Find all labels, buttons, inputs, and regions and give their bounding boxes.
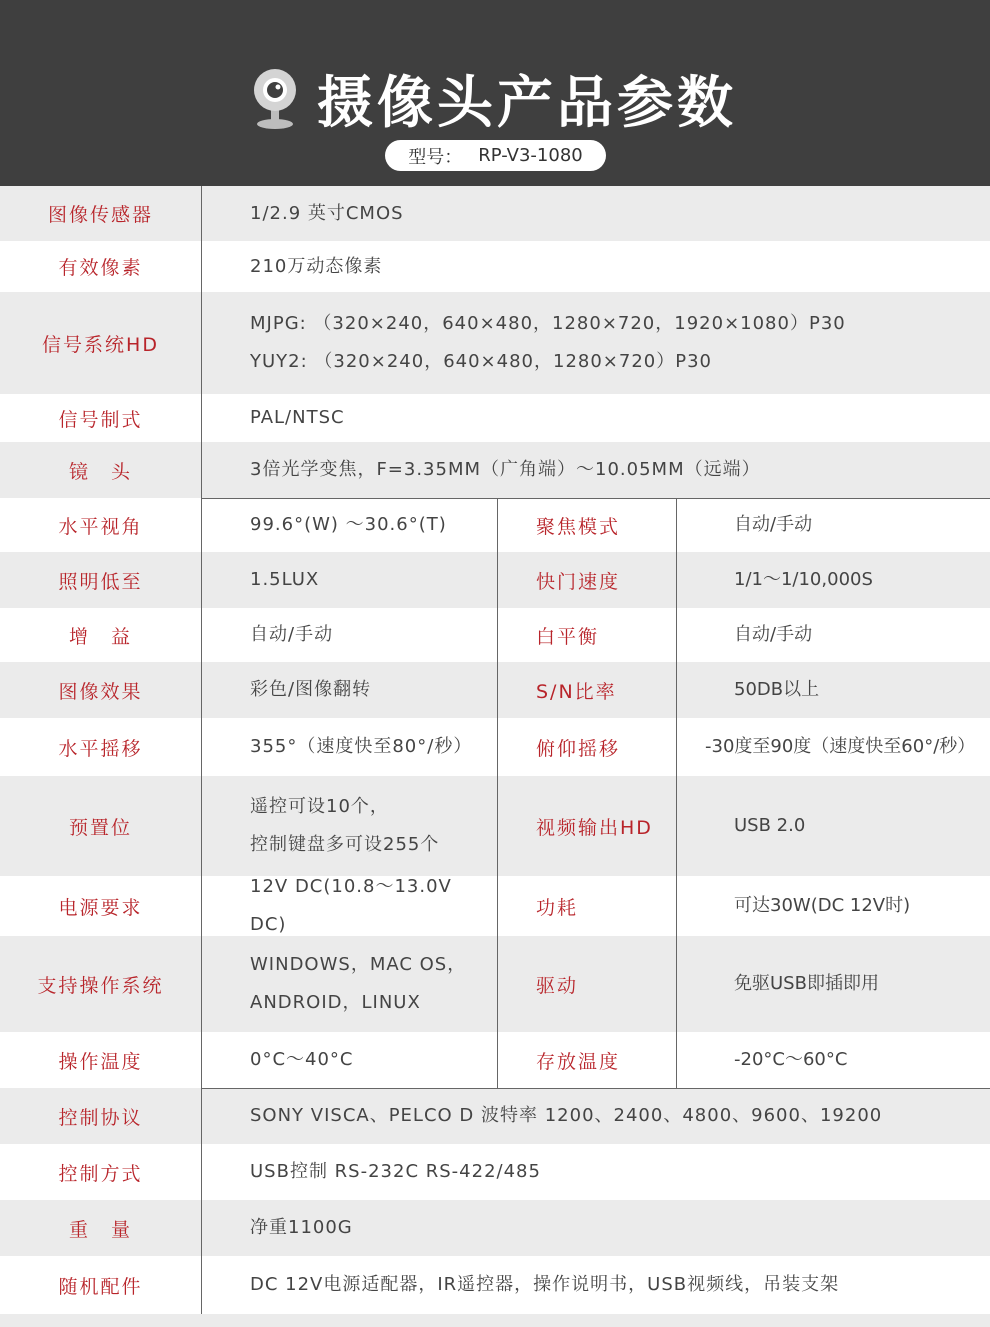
value-line: 可达30W(DC 12V时): [734, 895, 911, 916]
row-label: [0, 1088, 201, 1144]
row-label: [0, 552, 201, 608]
model-label: 型号：: [408, 146, 463, 168]
row-label-text: 支持操作系统: [37, 974, 164, 997]
row-value: [250, 608, 495, 662]
value-line: 1.5LUX: [250, 569, 320, 590]
row-label-text: 水平摇移: [58, 737, 143, 760]
spec-row-split: [0, 498, 990, 552]
row-label-text: 操作温度: [58, 1050, 143, 1073]
value-line: 0°C～40°C: [250, 1049, 354, 1070]
header-banner: [0, 0, 990, 186]
row-value: [250, 1032, 495, 1088]
row-value: [250, 442, 980, 498]
row-label: [0, 1256, 201, 1314]
spec-row: [0, 186, 990, 241]
title-group: [0, 62, 990, 136]
row-value-secondary: [705, 718, 976, 776]
value-line: 355°（速度快至80°/秒）: [250, 736, 473, 757]
divider: [676, 498, 677, 1088]
row-label-text: 照明低至: [58, 570, 143, 593]
row-label: [0, 292, 201, 394]
value-line: 自动/手动: [734, 514, 813, 535]
spec-row: [0, 1088, 990, 1144]
row-label-text: 增 益: [68, 625, 132, 648]
row-label: [0, 662, 201, 718]
spec-row-split: [0, 776, 990, 876]
row-value-secondary: [734, 552, 990, 608]
row-value: [250, 1144, 980, 1200]
spec-row: [0, 1256, 990, 1314]
row-value: [250, 876, 495, 936]
value-line: 彩色/图像翻转: [250, 679, 372, 700]
row-label-secondary: 聚焦模式: [536, 515, 621, 538]
spec-row: [0, 292, 990, 394]
value-line: USB 2.0: [734, 815, 806, 836]
value-line: USB控制 RS-232C RS-422/485: [250, 1161, 541, 1182]
row-label-secondary: 功耗: [536, 896, 579, 919]
spec-row-split: [0, 1032, 990, 1088]
value-line: WINDOWS，MAC OS，: [250, 954, 467, 975]
row-value: [250, 936, 495, 1032]
row-label-text: 电源要求: [58, 896, 143, 919]
row-label-text: 信号制式: [58, 408, 143, 431]
row-label: [0, 442, 201, 498]
row-value: [250, 718, 495, 776]
row-label-text: 预置位: [68, 816, 132, 839]
value-line: ANDROID，LINUX: [250, 992, 421, 1013]
row-label-secondary: 视频输出HD: [536, 816, 653, 839]
row-label-text: 图像传感器: [47, 204, 153, 226]
spec-table: [0, 186, 990, 1327]
row-label: [0, 936, 201, 1032]
value-line: 自动/手动: [250, 624, 334, 645]
row-value: [250, 241, 980, 292]
spec-row-split: [0, 936, 990, 1032]
spec-row-split: [0, 608, 990, 662]
value-line: 210万动态像素: [250, 255, 383, 277]
value-line: 1/1～1/10,000S: [734, 569, 873, 590]
footer-strip: [0, 1314, 990, 1327]
row-label: [0, 1200, 201, 1256]
row-value: [250, 552, 495, 608]
row-label-text: 图像效果: [58, 680, 143, 703]
row-label: [0, 1144, 201, 1200]
row-label: [0, 394, 201, 442]
row-label: [0, 776, 201, 876]
row-label: [0, 498, 201, 552]
row-label: [0, 876, 201, 936]
spec-row: [0, 394, 990, 442]
row-value-secondary: [734, 608, 990, 662]
value-line: 1/2.9 英寸CMOS: [250, 202, 404, 224]
row-value: [250, 498, 495, 552]
row-value: [250, 394, 980, 442]
page-title: 摄像头产品参数: [317, 71, 737, 136]
spec-row-split: [0, 552, 990, 608]
row-label-text: 水平视角: [58, 515, 143, 538]
value-line: DC 12V电源适配器，IR遥控器，操作说明书，USB视频线，吊装支架: [250, 1274, 840, 1295]
spec-row-split: [0, 718, 990, 776]
value-line: MJPG: （320×240，640×480，1280×720，1920×1080）P30: [250, 313, 846, 334]
row-value-secondary: [734, 876, 990, 936]
row-label-secondary: 驱动: [536, 974, 579, 997]
row-label-secondary: S/N比率: [536, 680, 617, 703]
row-value: [250, 1200, 980, 1256]
value-line: -20°C～60°C: [734, 1049, 848, 1070]
spec-row: [0, 1144, 990, 1200]
row-value-secondary: [734, 936, 990, 1032]
row-value: [250, 776, 495, 876]
value-line: 自动/手动: [734, 624, 813, 645]
row-label-secondary: 俯仰摇移: [536, 737, 621, 760]
divider: [201, 498, 990, 499]
value-line: 3倍光学变焦，F=3.35MM（广角端）～10.05MM（远端）: [250, 459, 761, 480]
row-label-text: 控制协议: [58, 1106, 143, 1129]
row-value: [250, 292, 980, 394]
row-label-text: 重 量: [68, 1218, 132, 1241]
webcam-icon: [253, 68, 297, 130]
value-line: 99.6°(W) ～30.6°(T): [250, 514, 447, 535]
row-label-secondary: 快门速度: [536, 570, 621, 593]
row-label: [0, 241, 201, 292]
row-value-secondary: [734, 498, 990, 552]
value-line: YUY2: （320×240，640×480，1280×720）P30: [250, 351, 712, 372]
row-label-text: 控制方式: [58, 1162, 143, 1185]
value-line: 50DB以上: [734, 679, 820, 700]
spec-row-split: [0, 876, 990, 936]
row-value: [250, 186, 980, 241]
spec-row: [0, 241, 990, 292]
row-label-text: 有效像素: [58, 257, 143, 279]
row-label: [0, 186, 201, 241]
row-value-secondary: [734, 776, 990, 876]
spec-row: [0, 1200, 990, 1256]
row-label: [0, 608, 201, 662]
divider: [201, 1088, 990, 1089]
value-line: -30度至90度（速度快至60°/秒）: [705, 736, 976, 757]
row-value: [250, 662, 495, 718]
model-badge: [385, 140, 606, 171]
value-line: 免驱USB即插即用: [734, 973, 879, 994]
row-value-secondary: [734, 662, 990, 718]
row-label-secondary: 白平衡: [536, 625, 600, 648]
value-line: SONY VISCA、PELCO D 波特率 1200、2400、4800、9600、19200: [250, 1105, 883, 1126]
row-label-text: 镜 头: [68, 460, 132, 483]
row-value-secondary: [734, 1032, 990, 1088]
row-value: [250, 1256, 980, 1314]
value-line: 遥控可设10个，: [250, 796, 389, 817]
divider: [497, 498, 498, 1088]
row-label-text: 随机配件: [58, 1275, 143, 1298]
value-line: PAL/NTSC: [250, 407, 345, 428]
row-label: [0, 1032, 201, 1088]
spec-row-split: [0, 662, 990, 718]
model-value: RP-V3-1080: [478, 145, 583, 166]
row-label-secondary: 存放温度: [536, 1050, 621, 1073]
value-line: 12V DC(10.8～13.0V DC): [250, 876, 452, 935]
spec-row: [0, 442, 990, 498]
row-label-text: 信号系统HD: [42, 333, 159, 356]
row-value: [250, 1088, 980, 1144]
value-line: 净重1100G: [250, 1217, 353, 1238]
divider: [201, 186, 202, 1314]
value-line: 控制键盘多可设255个: [250, 834, 440, 855]
row-label: [0, 718, 201, 776]
